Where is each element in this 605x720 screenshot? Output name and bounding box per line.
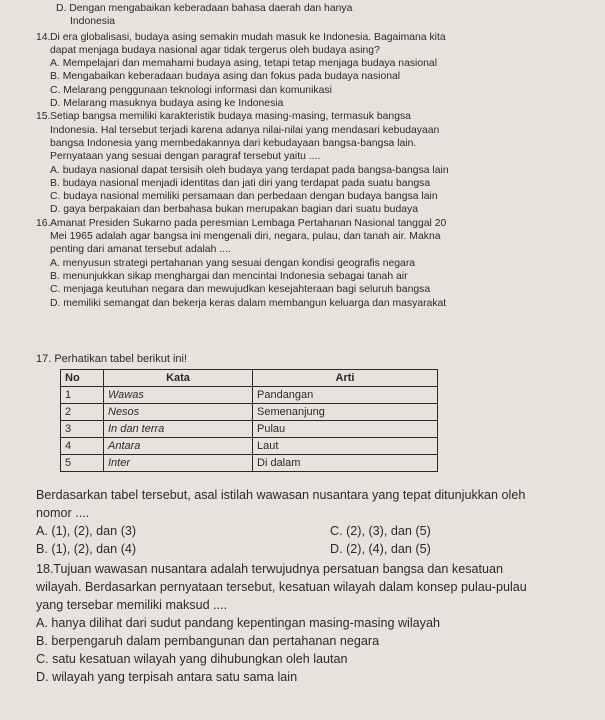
answer-option[interactable]: A. (1), (2), dan (3)	[36, 524, 137, 538]
question-number: 16.	[36, 217, 51, 229]
table-cell-kata: Nesos	[104, 404, 253, 421]
table-cell-arti: Laut	[253, 438, 438, 455]
questions-17-18	[36, 486, 601, 686]
table-cell-kata: Inter	[104, 455, 253, 472]
answer-option[interactable]: A. hanya dilihat dari sudut pandang kepentingan masing-masing wilayah	[36, 616, 440, 630]
question-stem-line: wilayah. Berdasarkan pernyataan tersebut, kesatuan wilayah dalam konsep pulau-pulau	[36, 580, 527, 594]
answer-option[interactable]: D. (2), (4), dan (5)	[330, 542, 431, 556]
options-row	[36, 540, 601, 558]
answer-option[interactable]: C. budaya nasional memiliki persamaan dan perbedaan dengan budaya bangsa lain	[50, 191, 438, 203]
table-row	[61, 421, 438, 438]
answer-option[interactable]: D. memiliki semangat dan bekerja keras dalam membangun keluarga dan masyarakat	[50, 297, 447, 309]
question-stem-line: Mei 1965 adalah agar bangsa ini mengenali diri, negara, pulau, dan tanah air. Makna	[50, 231, 441, 243]
table-cell-kata: In dan terra	[104, 421, 253, 438]
table-cell-no: 1	[61, 387, 104, 404]
questions-13-16	[36, 2, 601, 310]
question-stem-line: Indonesia. Hal tersebut terjadi karena adanya nilai-nilai yang mendasari kebudayaan	[50, 124, 440, 136]
answer-option[interactable]: D. wilayah yang terpisah antara satu sama lain	[36, 670, 298, 684]
table-cell-arti: Di dalam	[253, 455, 438, 472]
question-15	[36, 110, 601, 216]
answer-option[interactable]: A. budaya nasional dapat tersisih oleh budaya yang terdapat pada bangsa-bangsa lain	[50, 164, 449, 176]
answer-option[interactable]: B. (1), (2), dan (4)	[36, 542, 137, 556]
table-cell-no: 4	[61, 438, 104, 455]
table-row	[61, 438, 438, 455]
question-stem-line: penting dari amanat tersebut adalah ....	[50, 244, 231, 256]
question-stem-line: Setiap bangsa memiliki karakteristik budaya masing-masing, termasuk bangsa	[50, 111, 411, 123]
answer-option[interactable]: D. Melarang masuknya budaya asing ke Indonesia	[50, 98, 284, 110]
table-cell-kata: Wawas	[104, 387, 253, 404]
table-cell-arti: Pulau	[253, 421, 438, 438]
table-row	[61, 455, 438, 472]
table-cell-no: 5	[61, 455, 104, 472]
question-stem-line: Di era globalisasi, budaya asing semakin mudah masuk ke Indonesia. Bagaimana kita	[50, 31, 446, 43]
question-stem-line: nomor ....	[36, 506, 90, 520]
options-row	[36, 522, 601, 540]
q13-option-d: D. Dengan mengabaikan keberadaan bahasa daerah dan hanya	[56, 3, 353, 14]
question-17-title: 17. Perhatikan tabel berikut ini!	[36, 353, 188, 365]
answer-option[interactable]: B. menunjukkan sikap menghargai dan mencintai Indonesia sebagai tanah air	[50, 270, 408, 282]
question-stem-line: Berdasarkan tabel tersebut, asal istilah wawasan nusantara yang tepat ditunjukkan oleh	[36, 488, 526, 502]
column-header-kata: Kata	[104, 370, 253, 387]
table-cell-no: 3	[61, 421, 104, 438]
column-header-arti: Arti	[253, 370, 438, 387]
question-number: 18.	[36, 562, 54, 576]
table-row	[61, 387, 438, 404]
question-stem-line: dapat menjaga budaya nasional agar tidak tergerus oleh budaya asing?	[50, 44, 380, 56]
answer-option[interactable]: C. menjaga keutuhan negara dan mewujudkan kesejahteraan bagi seluruh bangsa	[50, 284, 431, 296]
answer-option[interactable]: C. (2), (3), dan (5)	[330, 524, 431, 538]
answer-option[interactable]: B. budaya nasional menjadi identitas dan jati diri yang terdapat pada suatu bangsa	[50, 177, 431, 189]
question-16	[36, 217, 601, 310]
answer-option[interactable]: A. menyusun strategi pertahanan yang sesuai dengan kondisi geografis negara	[50, 257, 416, 269]
q13-option-d-cont: Indonesia	[70, 16, 116, 28]
question-14	[36, 31, 601, 111]
word-meaning-table	[60, 369, 438, 472]
question-number: 14.	[36, 31, 51, 43]
table-header-row	[61, 370, 438, 387]
question-stem-line: bangsa Indonesia yang membedakannya dari kebudayaan bangsa-bangsa lain.	[50, 137, 417, 149]
answer-option[interactable]: B. Mengabaikan keberadaan budaya asing dan fokus pada budaya nasional	[50, 71, 401, 83]
answer-option[interactable]: D. gaya berpakaian dan berbahasa bukan merupakan bagian dari suatu budaya	[50, 204, 418, 216]
column-header-no: No	[61, 370, 104, 387]
answer-option[interactable]: B. berpengaruh dalam pembangunan dan pertahanan negara	[36, 634, 380, 648]
answer-option[interactable]: A. Mempelajari dan memahami budaya asing, tetapi tetap menjaga budaya nasional	[50, 58, 438, 70]
question-18	[36, 560, 601, 686]
question-number: 15.	[36, 111, 51, 123]
question-stem-line: yang tersebar memiliki maksud ....	[36, 598, 228, 612]
question-stem-line: Tujuan wawasan nusantara adalah terwujudnya persatuan bangsa dan kesatuan	[53, 562, 504, 576]
table-cell-kata: Antara	[104, 438, 253, 455]
table-cell-arti: Semenanjung	[253, 404, 438, 421]
question-stem-line: Amanat Presiden Sukarno pada peresmian Lembaga Pertahanan Nasional tanggal 20	[50, 217, 447, 229]
question-stem-line: Pernyataan yang sesuai dengan paragraf tersebut yaitu ....	[50, 151, 321, 163]
table-cell-arti: Pandangan	[253, 387, 438, 404]
table-cell-no: 2	[61, 404, 104, 421]
answer-option[interactable]: C. satu kesatuan wilayah yang dihubungkan oleh lautan	[36, 652, 348, 666]
answer-option[interactable]: C. Melarang penggunaan teknologi informasi dan komunikasi	[50, 84, 332, 96]
table-row	[61, 404, 438, 421]
